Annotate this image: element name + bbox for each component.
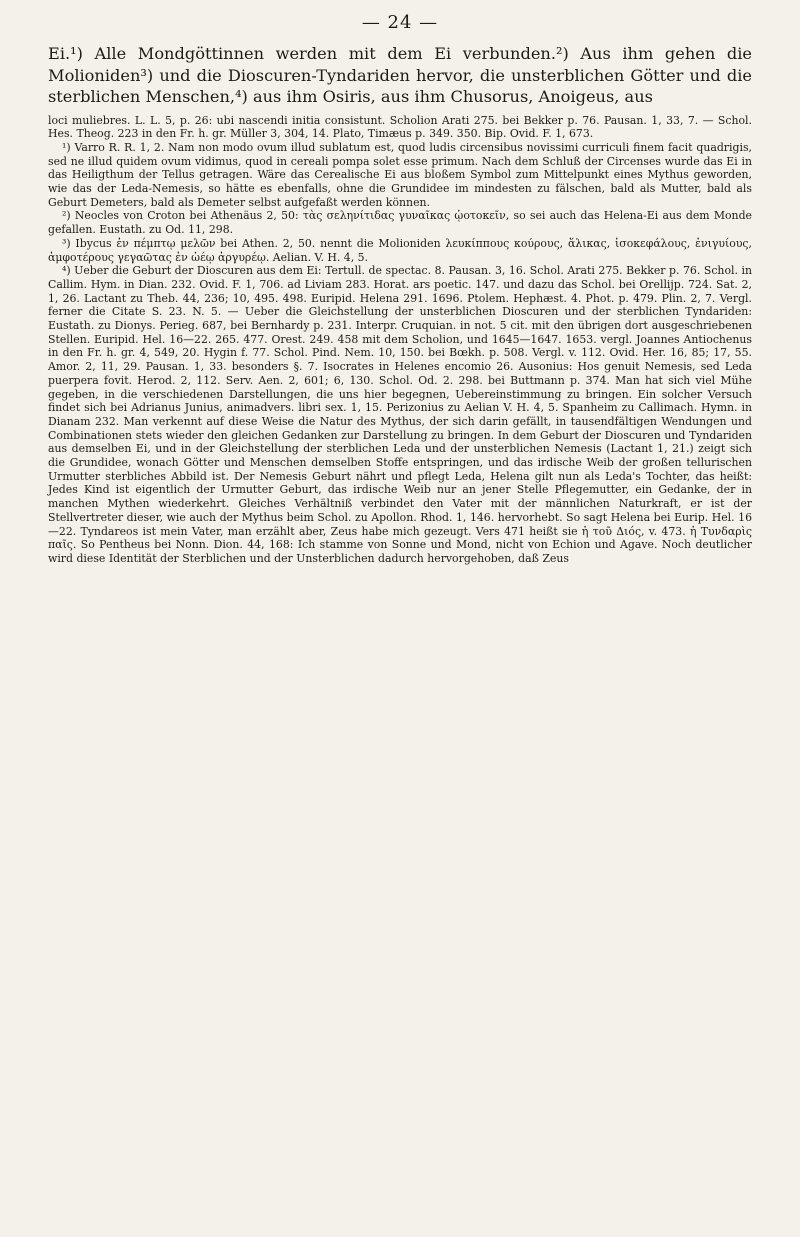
footnote-3: ³) Ibycus ἐν πέμπτῳ μελῶν bei Athen. 2, 50. nennt die Molioniden λευκίππους κούρους, ἅλικας, ἰσοκεφάλους, ἐνιγυίους, ἀμφοτέρους γεγαῶτας ἐν ὠέῳ ἀργυρέῳ. Aelian. V. H. 4, 5. <box>48 236 752 264</box>
footnotes <box>48 114 752 566</box>
footnote-continuation: loci muliebres. L. L. 5, p. 26: ubi nascendi initia consistunt. Scholion Arati 275. bei Bekker p. 76. Pausan. 1, 33, 7. — Schol. Hes. Theog. 223 in den Fr. h. gr. Müller 3, 304, 14. Plato, Timæus p. 349. 350. Bip. Ovid. F. 1, 673. <box>48 113 752 141</box>
main-text <box>48 43 752 108</box>
footnote-2: ²) Neocles von Croton bei Athenäus 2, 50: τὰς σεληνίτιδας γυναῖκας ᾠοτοκεῖν, so sei auch das Helena-Ei aus dem Monde gefallen. Eustath. zu Od. 11, 298. <box>48 209 752 237</box>
page-number: — 24 — <box>361 12 439 33</box>
main-paragraph: Ei.¹) Alle Mondgöttinnen werden mit dem Ei verbunden.²) Aus ihm gehen die Molioniden³) und die Dioscuren-Tyndariden hervor, die unsterblichen Götter und die sterblichen Menschen,⁴) aus ihm Osiris, aus ihm Chusorus, Anoigeus, aus <box>48 44 752 106</box>
footnote-1: ¹) Varro R. R. 1, 2. Nam non modo ovum illud sublatum est, quod ludis circensibus novissimi curriculi finem facit quadrigis, sed ne illud quidem ovum vidimus, quod in cereali pompa solet esse primum. Nach dem Schluß der Circenses wurde das Ei in das Heiligthum der Tellus getragen. Wäre das Cerealische Ei aus bloßem Symbol zum Mittelpunkt eines Mythus geworden, wie das der Leda-Nemesis, so hätte es ebenfalls, ohne die Grundidee im mindesten zu fälschen, bald als Mutter, bald als Geburt Demeters, bald als Demeter selbst aufgefaßt werden können. <box>48 140 752 209</box>
footnote-4: ⁴) Ueber die Geburt der Dioscuren aus dem Ei: Tertull. de spectac. 8. Pausan. 3, 16. Schol. Arati 275. Bekker p. 76. Schol. in Callim. Hym. in Dian. 232. Ovid. F. 1, 706. ad Liviam 283. Horat. ars poetic. 147. und dazu das Schol. bei Orellijp. 724. Sat. 2, 1, 26. Lactant zu Theb. 44, 236; 10, 495. 498. Euripid. Helena 291. 1696. Ptolem. Hephæst. 4. Phot. p. 479. Plin. 2, 7. Vergl. ferner die Citate S. 23. N. 5. — Ueber die Gleichstellung der unsterblichen Dioscuren und der sterblichen Tyndariden: Eustath. zu Dionys. Perieg. 687, bei Bernhardy p. 231. Interpr. Cruquian. in not. 5 cit. mit den übrigen dort ausgeschriebenen Stellen. Euripid. Hel. 16—22. 265. 477. Orest. 249. 458 mit dem Scholion, und 1645—1647. 1653. vergl. Joannes Antiochenus in den Fr. h. gr. 4, 549, 20. Hygin f. 77. Schol. Pind. Nem. 10, 150. bei Bœkh. p. 508. Vergl. v. 112. Ovid. Her. 16, 85; 17, 55. Amor. 2, 11, 29. Pausan. 1, 33. besonders §. 7. Isocrates in Helenes encomio 26. Ausonius: Hos genuit Nemesis, sed Leda puerpera fovit. Herod. 2, 112. Serv. Aen. 2, 601; 6, 130. Schol. Od. 2. 298. bei Buttmann p. 374. Man hat sich viel Mühe gegeben, in die verschiedenen Darstellungen, die uns hier begegnen, Uebereinstimmung zu bringen. Ein solcher Versuch findet sich bei Adrianus Junius, animadvers. libri sex. 1, 15. Perizonius zu Aelian V. H. 4, 5. Spanheim zu Callimach. Hymn. in Dianam 232. Man verkennt auf diese Weise die Natur des Mythus, der sich darin gefällt, in tausendfältigen Wendungen und Combinationen stets wieder den gleichen Gedanken zur Darstellung zu bringen. In dem Geburt der Dioscuren und Tyndariden aus demselben Ei, und in der Gleichstellung der sterblichen Leda und der unsterblichen Nemesis (Lactant 1, 21.) zeigt sich die Grundidee, wonach Götter und Menschen demselben Stoffe entspringen, und das irdische Weib der großen tellurischen Urmutter sterbliches Abbild ist. Der Nemesis Geburt nährt und pflegt Leda, Helena gilt nun als Leda's Tochter, das heißt: Jedes Kind ist eigentlich der Urmutter Geburt, das irdische Weib nur an jener Stelle Pflegemutter, ein Gedanke, der in manchen Mythen wiederkehrt. Gleiches Verhältniß verbindet den Vater mit der männlichen Naturkraft, er ist der Stellvertreter dieser, wie auch der Mythus beim Schol. zu Apollon. Rhod. 1, 146. hervorhebt. So sagt Helena bei Eurip. Hel. 16—22. Tyndareos ist mein Vater, man erzählt aber, Zeus habe mich gezeugt. Vers 471 heißt sie ἡ τοῦ Διός, v. 473. ἡ Τυνδαρὶς παῖς. So Pentheus bei Nonn. Dion. 44, 168: Ich stamme von Sonne und Mond, nicht von Echion und Agave. Noch deutlicher wird diese Identität der Sterblichen und der Unsterblichen dadurch hervorgehoben, daß Zeus <box>48 264 752 565</box>
